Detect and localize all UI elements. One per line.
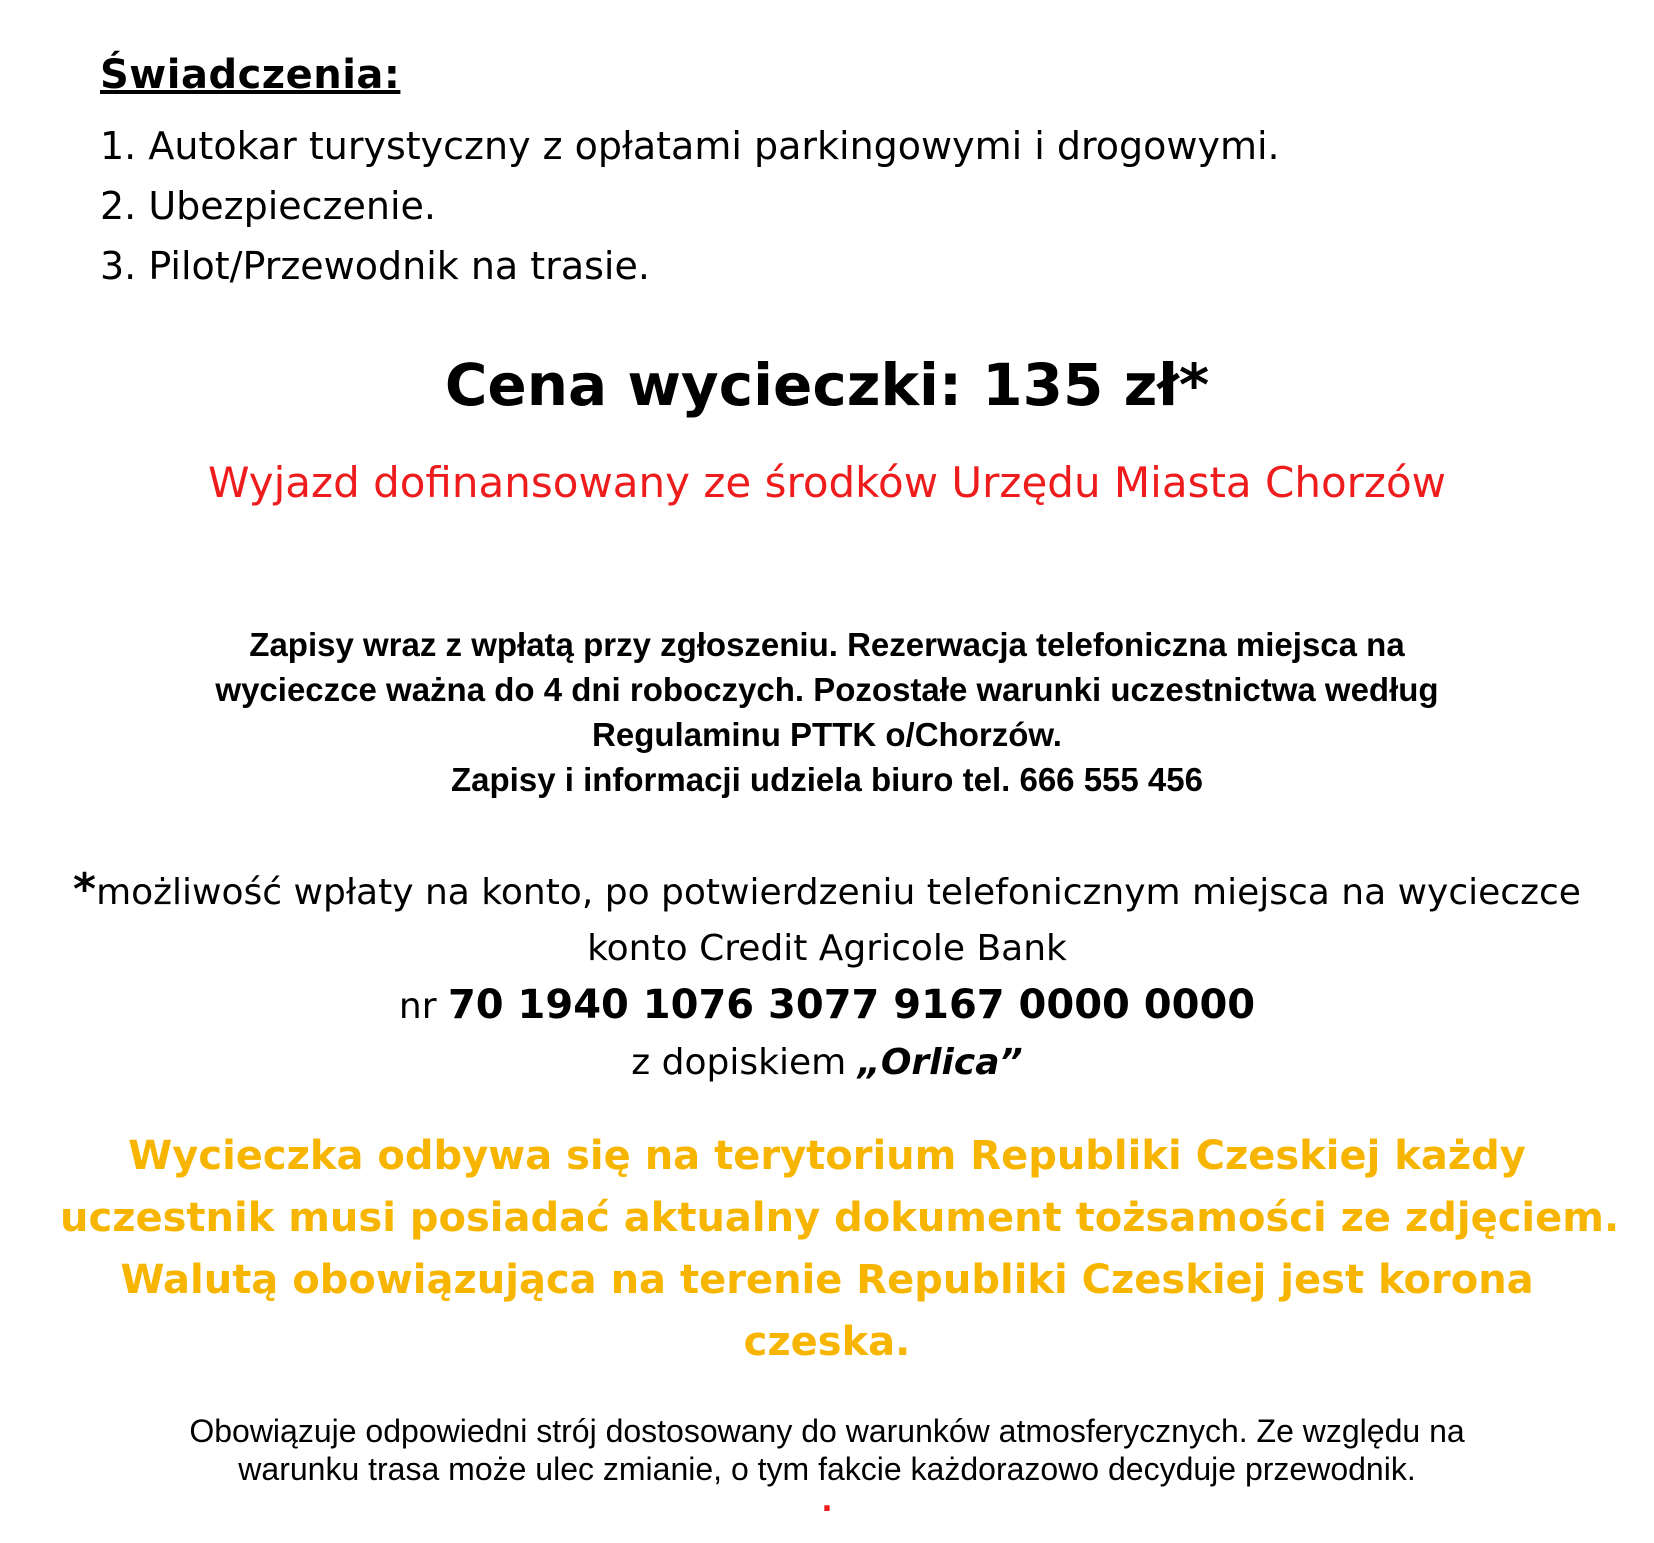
registration-phone-line: Zapisy i informacji udziela biuro tel. 666 555 456 xyxy=(451,761,1203,798)
warning-line: czeska. xyxy=(743,1319,911,1365)
czech-republic-warning xyxy=(60,1125,1620,1373)
remark-prefix: z dopiskiem xyxy=(631,1042,858,1083)
remark-value: „Orlica” xyxy=(857,1042,1023,1083)
services-heading: Świadczenia: xyxy=(100,52,401,98)
clothing-route-note xyxy=(60,1412,1594,1488)
footer-line: Obowiązuje odpowiedni strój dostosowany do warunków atmosferycznych. Ze względu na xyxy=(189,1413,1465,1449)
bank-name: konto Credit Agricole Bank xyxy=(587,928,1067,969)
list-item: 1. Autokar turystyczny z opłatami parkingowymi i drogowymi. xyxy=(100,124,1280,168)
list-item: 2. Ubezpieczenie. xyxy=(100,184,436,228)
services-list xyxy=(100,116,1280,296)
registration-line: Regulaminu PTTK o/Chorzów. xyxy=(592,716,1062,753)
red-dot: . xyxy=(821,1484,833,1519)
asterisk-mark: * xyxy=(73,864,97,915)
account-line xyxy=(0,977,1654,1035)
footer-line: warunku trasa może ulec zmianie, o tym fakcie każdorazowo decyduje przewodnik. xyxy=(238,1451,1416,1487)
payment-note: możliwość wpłaty na konto, po potwierdzeniu telefonicznym miejsca na wycieczce xyxy=(96,872,1581,913)
warning-line: uczestnik musi posiadać aktualny dokument tożsamości ze zdjęciem. xyxy=(60,1195,1620,1241)
subsidy-note: Wyjazd dofinansowany ze środków Urzędu Miasta Chorzów xyxy=(207,458,1447,507)
registration-line: wycieczce ważna do 4 dni roboczych. Pozostałe warunki uczestnictwa według xyxy=(215,671,1439,708)
remark-line xyxy=(0,1035,1654,1091)
list-item: 3. Pilot/Przewodnik na trasie. xyxy=(100,244,650,288)
registration-info xyxy=(80,622,1574,802)
registration-line: Zapisy wraz z wpłatą przy zgłoszeniu. Rezerwacja telefoniczna miejsca na xyxy=(249,626,1405,663)
warning-line: Wycieczka odbywa się na terytorium Republiki Czeskiej każdy xyxy=(128,1133,1526,1179)
warning-line: Walutą obowiązująca na terenie Republiki Czeskiej jest korona xyxy=(120,1257,1534,1303)
account-number: 70 1940 1076 3077 9167 0000 0000 xyxy=(447,982,1256,1028)
payment-info xyxy=(0,862,1654,1091)
account-prefix: nr xyxy=(398,986,448,1027)
payment-note-line xyxy=(0,862,1654,921)
trip-price: Cena wycieczki: 135 zł* xyxy=(444,351,1210,419)
